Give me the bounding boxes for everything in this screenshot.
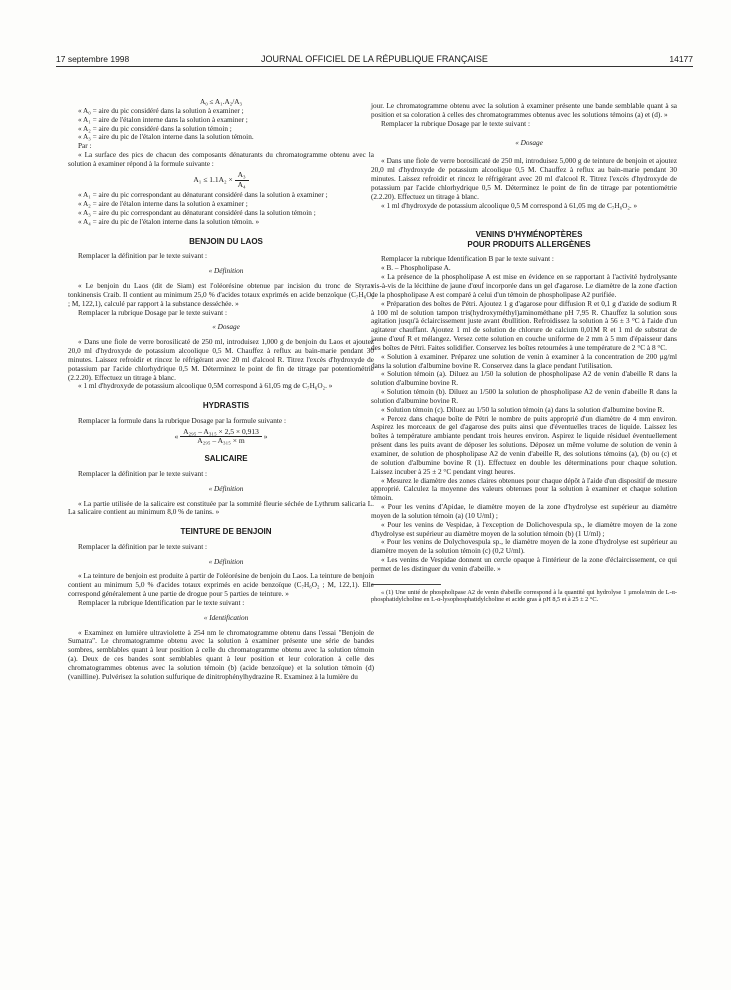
section-title-salicaire: SALICAIRE xyxy=(204,454,248,464)
instruction: Remplacer la définition par le texte suivant : xyxy=(78,542,208,551)
paragraph: « Percez dans chaque boîte de Pétri le nombre de puits approprié d'un diamètre de 4 mm environ. Aspirez les morceaux de gel d'agarose des puits ainsi que d'éventuelles traces de liquide. Laissez les boîtes à température ambiante pendant trois heures environ. Aspirez le liquide résiduel éventuellement présent dans les puits avant de déposer les solutions. Déposez un même volume de solution de venin à examiner, de solution de phospholipase A2 de venin d'abeille R, des solutions témoins (a), (b) ou (c) et de solution d'albumine bovine R (1). Effectuez en double les déterminations pour chaque solution. Laissez incuber à 25 ± 2 °C pendant vingt heures. xyxy=(371,414,677,476)
definition-line: « A₁ = aire de l'étalon interne dans la solution à examiner ; xyxy=(78,115,248,124)
definition-line: « A₀ = aire du pic considéré dans la solution à examiner ; xyxy=(78,106,244,115)
formula-numerator: A₃ xyxy=(235,171,249,181)
formula-fraction xyxy=(235,171,249,190)
section-title-benjoin: BENJOIN DU LAOS xyxy=(189,236,263,246)
definition-line: « A₂ = aire du pic considéré dans la solution témoin ; xyxy=(78,124,232,133)
paragraph: jour. Le chromatogramme obtenu avec la solution à examiner présente une bande semblable quant à sa position et sa coloration à celles des chromatogrammes obtenus avec les solutions témoins (a) et (d). » xyxy=(371,102,677,119)
paragraph: « La partie utilisée de la salicaire est constituée par la sommité fleurie séchée de Lythrum salicaria L. La salicaire contient au minimum 8,0 % de tanins. » xyxy=(68,499,374,517)
instruction: Remplacer la rubrique Identification par le texte suivant : xyxy=(78,598,245,607)
section-title-venins-sub: POUR PRODUITS ALLERGÈNES xyxy=(467,239,591,249)
footnote: « (1) Une unité de phospholipase A2 de venin d'abeille correspond à la quantité qui hydrolyse 1 µmole/min de L-α-phosphatidylcholine en L-α-lysophosphatidylcholine et acide gras à pH 8,5 et à 25 ± 2 °C. xyxy=(371,588,677,604)
paragraph: « Les venins de Vespidae donnent un cercle opaque à l'intérieur de la zone d'éclaircissement, ce qui permet de les distinguer du venin d'abeille. » xyxy=(371,556,677,573)
instruction: Remplacer la rubrique Dosage par le texte suivant : xyxy=(381,119,530,128)
header-page-number: 14177 xyxy=(669,54,693,64)
paragraph: « Pour les venins de Dolychovespula sp., le diamètre moyen de la zone d'hydrolyse est supérieur au diamètre moyen de la solution témoin (c) (0,2 U/ml). xyxy=(371,538,677,556)
formula-numerator: A₂₉₅ – A₃₁₅ × 2,5 × 0,913 xyxy=(180,428,262,438)
footnote-separator xyxy=(371,584,441,585)
header-title: JOURNAL OFFICIEL DE LA RÉPUBLIQUE FRANÇAISE xyxy=(261,54,488,64)
paragraph: « Le benjoin du Laos (dit de Siam) est l'oléorésine obtenue par incision du tronc de Styrax tonkinensis Craib. Il contient au minimum 25,0 % d'acides totaux exprimés en acide benzoïque (C₇H₆O₂ ; M, 122,1), calculé par rapport à la substance desséchée. » xyxy=(68,282,374,308)
left-column xyxy=(68,98,374,682)
definition-line: « A₄ = aire du pic de l'étalon interne dans la solution témoin. » xyxy=(78,217,260,226)
paragraph: Par : xyxy=(78,142,92,151)
paragraph: « Préparation des boîtes de Pétri. Ajoutez 1 g d'agarose pour diffusion R et 0,1 g d'azide de sodium R à 100 ml de solution tampon tris(hydroxyméthyl)aminométhane pH 7,95 R. Chauffez la solution sous agitation jusqu'à éclaircissement juste avant ébullition. Refroidissez la solution à 56 ± 3 °C à l'aide d'un agitateur chauffant. Ajoutez 1 ml de solution de chlorure de calcium 0,01M R et 1 ml de substrat de jaune d'œuf R et mélangez. Versez cette solution en couche uniforme de 2 mm à 5 mm d'épaisseur dans des boîtes de Pétri. Faites solidifier. Conservez les boîtes retournées à une température de 2 °C à 8 °C. xyxy=(371,299,677,352)
definition-line: « A₃ = aire du pic correspondant au dénaturant considéré dans la solution témoin ; xyxy=(78,209,316,218)
paragraph: « 1 ml d'hydroxyde de potassium alcoolique 0,5 M correspond à 61,05 mg de C₇H₆O₂. » xyxy=(381,201,638,210)
section-title-teinture: TEINTURE DE BENJOIN xyxy=(180,527,272,537)
paragraph: « La teinture de benjoin est produite à partir de l'oléorésine de benjoin du Laos. La teinture de benjoin contient au minimum 5,0 % d'acides totaux exprimés en acide benzoïque (C₇H₆O₂ ; M, 122,1). Elle correspond généralement à une partie de drogue pour 5 parties de teinture. » xyxy=(68,572,374,599)
paragraph: « Mesurez le diamètre des zones claires obtenues pour chaque dépôt à l'aide d'un dispositif de mesure approprié. Calculez la moyenne des valeurs obtenues pour la solution à examiner et chaque solution témoin. xyxy=(371,476,677,503)
subheading-definition: « Définition xyxy=(208,484,244,493)
formula-denominator: A₂₉₅ – A₃₁₅ × m xyxy=(197,436,245,446)
instruction: Remplacer la rubrique Dosage par le texte suivant : xyxy=(78,308,227,317)
header-date: 17 septembre 1998 xyxy=(56,54,130,64)
paragraph: « La surface des pics de chacun des composants dénaturants du chromatogramme obtenu avec la solution à examiner répond à la formule suivante : xyxy=(68,151,374,168)
subheading-dosage: « Dosage xyxy=(515,138,543,147)
definition-line: « A₁ = aire du pic correspondant au dénaturant considéré dans la solution à examiner ; xyxy=(78,191,328,200)
quote-close: » xyxy=(263,431,268,441)
paragraph: « B. – Phospholipase A. xyxy=(381,264,451,273)
instruction: Remplacer la définition par le texte suivant : xyxy=(78,252,208,261)
subheading-definition: « Définition xyxy=(208,557,244,566)
subheading-dosage: « Dosage xyxy=(212,323,240,332)
page-header xyxy=(56,52,693,67)
paragraph: « Solution témoin (c). Diluez au 1/50 la solution témoin (a) dans la solution d'albumine bovine R. xyxy=(381,405,665,414)
paragraph: « Solution témoin (b). Diluez au 1/500 la solution de phospholipase A2 de venin d'abeille R dans la solution d'albumine bovine R. xyxy=(371,388,677,405)
paragraph: « Pour les venins d'Apidae, le diamètre moyen de la zone d'hydrolyse est supérieur au diamètre moyen de la solution témoin (a) (10 U/ml) ; xyxy=(371,503,677,520)
instruction: Remplacer la définition par le texte suivant : xyxy=(78,469,208,478)
instruction: Remplacer la rubrique Identification B par le texte suivant : xyxy=(381,255,554,264)
paragraph: « Dans une fiole de verre borosilicaté de 250 ml, introduisez 5,000 g de teinture de benjoin et ajoutez 20,0 ml d'hydroxyde de potassium alcoolique 0,5 M. Chauffez à reflux au bain-marie pendant 30 minutes. Laissez refroidir et rincez le réfrigérant avec 20 ml d'alcool R. Titrez l'excès d'hydroxyde de potassium par l'acide chlorhydrique 0,5 M. Déterminez le point de fin de titrage par potentiométrie (2.2.20). Effectuez un titrage à blanc. xyxy=(371,157,677,201)
subheading-identification: « Identification xyxy=(203,613,249,622)
definition-line: « A₃ = aire du pic de l'étalon interne dans la solution témoin. xyxy=(78,133,254,142)
formula-line: A₀ ≤ A₁.A₂/A₃ xyxy=(199,98,243,106)
instruction: Remplacer la formule dans la rubrique Dosage par la formule suivante : xyxy=(78,416,286,425)
formula-block xyxy=(68,171,374,190)
section-title-venins: VENINS D'HYMÉNOPTÈRES xyxy=(475,230,583,240)
subheading-definition: « Définition xyxy=(208,267,244,276)
formula-fraction xyxy=(180,428,262,447)
formula-block xyxy=(68,428,374,447)
paragraph: « Solution témoin (a). Diluez au 1/50 la solution de phospholipase A2 de venin d'abeille R dans la solution d'albumine bovine R. xyxy=(371,370,677,388)
paragraph: « Pour les venins de Vespidae, à l'exception de Dolichovespula sp., le diamètre moyen de la zone d'hydrolyse est supérieur au diamètre moyen de la solution témoin (b) (1 U/ml) ; xyxy=(371,520,677,538)
formula-left: A₁ ≤ 1.1A₂ × xyxy=(193,174,233,184)
paragraph: « La présence de la phospholipase A est mise en évidence en se rapportant à l'activité hydrolysante vis-à-vis de la lécithine de jaune d'œuf incorporée dans un gel d'agarose. Le diamètre de la zone d'action de la phospholipase A est comparé à celui d'un témoin de phospholipase A2 purifiée. xyxy=(371,273,677,299)
formula-denominator: A₄ xyxy=(237,179,246,189)
definition-line: « A₂ = aire de l'étalon interne dans la solution à examiner ; xyxy=(78,200,248,209)
paragraph: « Dans une fiole de verre borosilicaté de 250 ml, introduisez 1,000 g de benjoin du Laos et ajoutez 20,0 ml d'hydroxyde de potassium alcoolique 0,5 M. Chauffez à reflux au bain-marie pendant 30 minutes. Laissez refroidir et rincez le réfrigérant avec 20 ml d'alcool R. Titrez l'excès d'hydroxyde de potassium par l'acide chlorhydrique 0,5 M. Déterminez le point de fin de titrage par potentiométrie (2.2.20). Effectuez un titrage à blanc. xyxy=(68,338,374,382)
right-column xyxy=(371,102,677,604)
paragraph: « Examinez en lumière ultraviolette à 254 nm le chromatogramme obtenu dans l'essai "Benjoin de Sumatra". Le chromatogramme obtenu avec la solution à examiner présente une série de bandes sombres, semblables quant à leur position à celle du chromatogramme obtenu avec la solution témoin (a). Deux de ces bandes sont semblables quant à leur position et leur coloration à celle des chromatogrammes obtenus avec la solution témoin (b) (acide benzoïque) et la solution témoin (d) (vanilline). Pulvérisez la solution sulfurique de dinitrophénylhydrazine R. Examinez à la lumière du xyxy=(68,628,374,681)
paragraph: « Solution à examiner. Préparez une solution de venin à examiner à la concentration de 200 µg/ml dans la solution d'albumine bovine R. Conservez dans la glace pendant l'utilisation. xyxy=(371,352,677,370)
quote-open: « xyxy=(174,431,179,441)
section-title-hydrastis: HYDRASTIS xyxy=(202,401,250,411)
paragraph: « 1 ml d'hydroxyde de potassium alcoolique 0,5M correspond à 61,05 mg de C₇H₆O₂. » xyxy=(78,382,333,391)
